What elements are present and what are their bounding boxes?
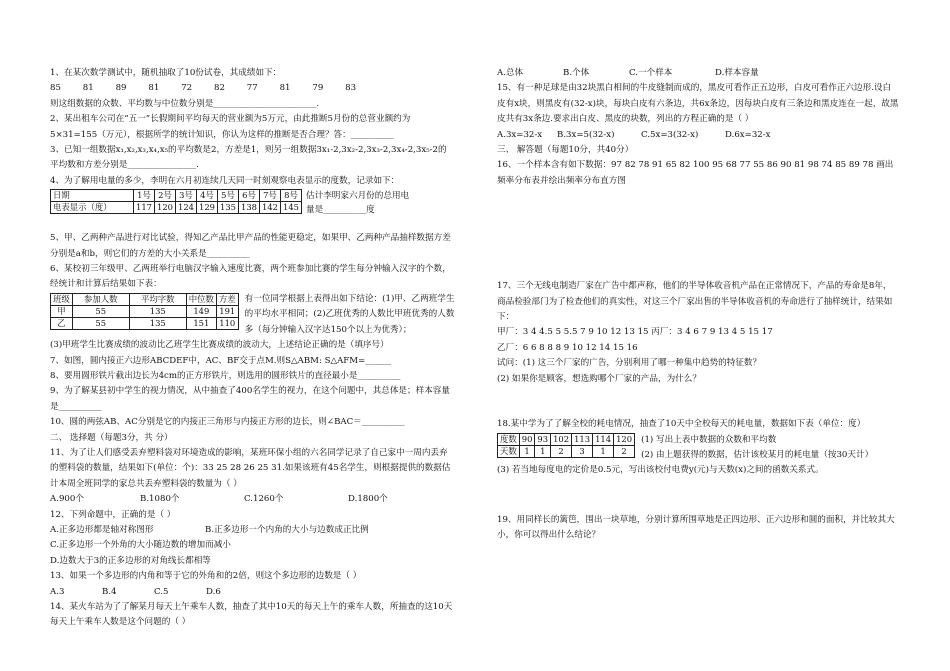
question-14-options: [497, 66, 899, 81]
table-cell: 55: [72, 305, 129, 317]
table-cell: 4号: [197, 190, 218, 202]
table-cell: 1: [593, 445, 614, 457]
question-12: 12、下列命题中，正确的是（ ）: [50, 509, 176, 520]
score: 83: [345, 83, 357, 94]
table-cell: 3: [572, 445, 593, 457]
question-18: 18.某中学为了了解全校的耗电情况，抽查了10天中全校每天的耗电量，数据如下表（单位：度）: [497, 419, 866, 430]
question-5: 5、甲、乙两种产品进行对比试验，得知乙产品比甲产品的性能更稳定，如果甲、乙两种产品抽样数据方差分别是a和b，则它们的方差的大小关系是__________: [50, 233, 451, 259]
question-19: 19、用同样长的篱笆，围出一块草地，分别计算所围草地是正四边形、正六边形和圆的面积，并比较其大小，你可以得出什么结论？: [497, 514, 895, 541]
table-cell: 149: [186, 305, 216, 317]
table-cell: 124: [176, 202, 197, 214]
question-15-options: [497, 128, 899, 143]
class-table: [50, 293, 239, 330]
table-cell: 天数: [498, 445, 520, 457]
question-1-end: 则这组数据的众数、平均数与中位数分别是________________________.: [50, 98, 320, 109]
option-d: D.1800个: [348, 494, 388, 505]
table-cell: 113: [572, 433, 593, 445]
table-cell: 135: [129, 317, 186, 329]
option-a: A.3: [50, 586, 65, 597]
table-row: [498, 433, 635, 445]
question-7: 7、如图，圆内接正六边形ABCDEF中，AC、BF交于点M.则S△ABM: S△AFM=______: [50, 355, 392, 366]
table-cell: 中位数: [186, 293, 216, 305]
question-1: 1、在某次数学测试中，随机抽取了10份试卷，其成绩如下：: [50, 68, 282, 78]
table-cell: 110: [216, 317, 238, 329]
score: 89: [115, 83, 127, 94]
score: 81: [279, 83, 291, 94]
table-cell: 日期: [51, 190, 134, 202]
option-a: A.3x=32-x: [497, 129, 543, 140]
score: 85: [50, 83, 61, 94]
question-16: 16、一个样本含有如下数据：97 82 78 91 65 82 100 95 68 77 55 86 90 81 98 74 85 89 78 画出频率分布表并绘出频率分布直方图: [497, 160, 894, 186]
option-c: C.一个样本: [629, 68, 673, 78]
question-4-table-row: [50, 189, 455, 217]
score: 81: [82, 83, 94, 94]
question-17-factory-yi: 乙厂：6 6 8 8 8 9 10 12 14 15 16: [497, 342, 638, 353]
option-b: B.正多边形一个内角的大小与边数成正比例: [205, 524, 369, 535]
table-row: [51, 202, 302, 214]
table-cell: 甲: [51, 305, 73, 317]
table-row: [498, 445, 635, 457]
question-18-part-3: (3) 若当地每度电的定价是0.5元，写出该校付电费y(元)与天数(x)之间的函数关系式。: [497, 465, 824, 476]
question-3: 3、已知一组数据x₁,x₂,x₃,x₄,x₅的平均数是2，方差是1，则另一组数据3x₁-2,3x₂-2,3x₃-2,3x₄-2,3x₅-2的平均数和方差分别是________________.: [50, 145, 447, 171]
option-d: D.6x=32-x: [725, 129, 771, 140]
option-d: D.边数大于3的正多边形的对角线长都相等: [50, 555, 211, 566]
table-cell: 151: [186, 317, 216, 329]
right-column: [497, 66, 899, 544]
question-17: 17、三个无线电制造厂家在广告中都声称，他们的半导体收音机产品在正常情况下，产品的寿命是8年，商品检验部门为了检查他们的真实性，对这三个厂家出售的半导体收音机的寿命进行了抽样统计，结果如下：: [497, 281, 893, 323]
question-9: 9、为了解某县初中学生的视力情况，从中抽查了400名学生的视力，在这个问题中，其总体是；样本容量是__________: [50, 386, 450, 412]
section-2-title: 二、 选择题（每题3分，共 分）: [50, 432, 173, 443]
score: 77: [246, 83, 258, 94]
table-cell: 2号: [155, 190, 176, 202]
section-3-title: 三、 解答题（每题10分，共40分）: [497, 145, 634, 156]
table-cell: 参加人数: [72, 293, 129, 305]
option-c: C.1260个: [244, 494, 284, 505]
table-row: [51, 317, 239, 329]
option-d: D.6: [206, 586, 221, 597]
score: 82: [213, 83, 225, 94]
table-cell: 120: [155, 202, 176, 214]
question-10: 10、圆的两弦AB、AC分别是它的内接正三角形与内接正方形的边长，则∠BAC＝__________: [50, 417, 405, 428]
option-c: C.5: [154, 586, 169, 597]
table-cell: 1: [519, 445, 535, 457]
table-cell: 93: [535, 433, 551, 445]
option-a: A.900个: [50, 494, 84, 505]
table-cell: 1号: [134, 190, 155, 202]
question-11: 11、为了让人们感受丢弃塑料袋对环境造成的影响，某班环保小组的六名同学记录了自己家中一周内丢弃的塑料袋的数量，结果如下(单位：个)：33 25 28 26 25 31.如果该班有45名学生，则根据提供的数据估计本周全班同学的家总共丢弃塑料袋的数量为（ ）: [50, 447, 451, 489]
table-cell: 6号: [239, 190, 260, 202]
question-18-part-1: (1) 写出上表中数据的众数和平均数: [641, 434, 777, 445]
table-cell: 方差: [216, 293, 238, 305]
table-cell: 145: [281, 202, 302, 214]
table-cell: 55: [72, 317, 129, 329]
table-cell: 电表显示（度）: [51, 202, 134, 214]
question-17-ask-2: (2) 如果你是顾客，想选购哪个厂家的产品，为什么？: [497, 373, 701, 384]
option-b: B.3x=5(32-x): [557, 129, 615, 140]
table-cell: 117: [134, 202, 155, 214]
score: 72: [181, 83, 193, 94]
table-cell: 114: [593, 433, 614, 445]
table-cell: 8号: [281, 190, 302, 202]
table-row: [51, 293, 239, 305]
option-a: A.总体: [497, 68, 524, 78]
table-cell: 138: [239, 202, 260, 214]
option-c: C.5x=3(32-x): [641, 129, 699, 140]
table-cell: 7号: [260, 190, 281, 202]
electricity-table: [497, 433, 635, 458]
question-14: 14、某火车站为了了解某月每天上午乘车人数，抽查了其中10天的每天上午的乘车人数，所抽查的这10天每天上午乘车人数是这个问题的（ ）: [50, 602, 453, 628]
question-18-part-2: (2) 由上题获得的数据，估计该校某月的耗电量（按30天计）: [641, 449, 874, 460]
question-4: 4、为了解用电量的多少，李明在六月初连续几天同一时刻观察电表显示的度数，记录如下：: [50, 175, 400, 186]
question-13: 13、如果一个多边形的内角和等于它的外角和的2倍，则这个多边形的边数是（ ）: [50, 571, 362, 582]
table-cell: 2: [614, 445, 635, 457]
option-b: B.1080个: [140, 494, 180, 505]
question-12-ab: [50, 523, 455, 538]
table-cell: 142: [260, 202, 281, 214]
question-4-tail: 估计李明家六月份的总用电量是__________度: [306, 191, 410, 216]
question-6-table-row: [50, 293, 455, 338]
question-18-parts: [641, 433, 873, 464]
question-6-end: (3)甲班学生比赛成绩的波动比乙班学生比赛成绩的波动大，上述结论正确的是（填序号）: [50, 340, 389, 351]
option-d: D.样本容量: [715, 68, 759, 78]
question-17-ask-1: 试问：(1) 这三个厂家的广告，分别利用了哪一种集中趋势的特征数？: [497, 358, 762, 369]
table-cell: 2: [551, 445, 572, 457]
option-a: A.正多边形都是轴对称图形: [50, 524, 154, 535]
question-6: 6、某校初三年级甲、乙两班举行电脑汉字输入速度比赛，两个班参加比赛的学生每分钟输入汉字的个数，经统计和计算后结果如下表：: [50, 264, 451, 290]
question-11-options: [50, 492, 455, 507]
table-cell: 班级: [51, 293, 73, 305]
question-15: 15、有一种足球是由32块黑白相间的牛皮缝制而成的，黑皮可看作正五边形，白皮可看作正六边形.设白皮有x块，则黑皮有(32-x)块，每块白皮有六条边，共6x条边，因每块白皮有三条边和黑皮连在一起，故黑皮共有3x条边.要求出白皮、黑皮的块数，列出的方程正确的是（ ）: [497, 83, 899, 125]
table-cell: 191: [216, 305, 238, 317]
question-8: 8、要用圆形铁片截出边长为4cm的正方形铁片，则选用的圆形铁片的直径最小是__________: [50, 370, 401, 381]
score: 79: [312, 83, 324, 94]
question-17-factory-jia: 甲厂：3 4 4.5 5 5.5 7 9 10 12 13 15 丙厂：3 4 6 7 9 13 4 5 15 17: [497, 327, 773, 338]
table-cell: 1: [535, 445, 551, 457]
table-cell: 135: [129, 305, 186, 317]
table-cell: 度数: [498, 433, 520, 445]
option-c: C.正多边形一个外角的大小随边数的增加而减小: [50, 540, 231, 551]
table-cell: 3号: [176, 190, 197, 202]
score: 81: [148, 83, 160, 94]
table-cell: 乙: [51, 317, 73, 329]
table-cell: 平均字数: [129, 293, 186, 305]
table-row: [51, 190, 302, 202]
question-6-side: 有一位同学根据上表得出如下结论：(1)甲、乙两班学生的平均水平相同；(2)乙班优秀的人数比甲班优秀的人数多（每分钟输入汉字达150个以上为优秀）；: [244, 293, 455, 335]
table-cell: 90: [519, 433, 535, 445]
meter-table: [50, 189, 302, 214]
table-cell: 129: [197, 202, 218, 214]
table-cell: 120: [614, 433, 635, 445]
table-cell: 5号: [218, 190, 239, 202]
table-row: [51, 305, 239, 317]
question-2: 2、某出租车公司在“五一”长假期间平均每天的营业额为5万元，由此推断5月份的总营业额约为5×31=155（万元），根据所学的统计知识，你认为这样的推断是否合理？答：__________: [50, 114, 411, 140]
question-13-options: [50, 585, 455, 600]
table-cell: 102: [551, 433, 572, 445]
question-1-scores: [50, 81, 455, 96]
question-18-table-row: [497, 433, 899, 464]
option-b: B.4: [102, 586, 117, 597]
option-b: B.个体: [563, 68, 590, 78]
left-column: [50, 66, 455, 631]
table-cell: 135: [218, 202, 239, 214]
